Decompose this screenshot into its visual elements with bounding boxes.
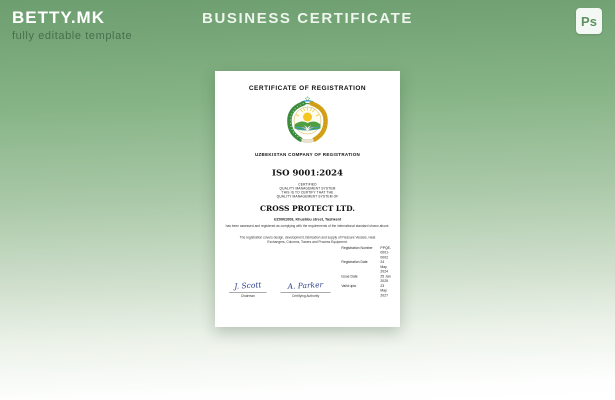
cert-line: QUALITY MANAGEMENT SYSTEM OF [276, 195, 339, 199]
uzbekistan-coat-of-arms-icon [282, 96, 334, 144]
company-address: UZ0001009, Khushbu street, Tashkent [273, 217, 342, 222]
valid-upto-value: 23 May 2027 [380, 284, 388, 298]
betty-mk-logo: BETTY.MK [12, 8, 105, 27]
authority-signature-block [276, 281, 336, 298]
registration-number-value: PPQE-0001-0002 [380, 246, 391, 260]
photoshop-icon: Ps [576, 8, 602, 34]
chairman-title: Chairman [240, 294, 255, 298]
authority-title: Certifying Authority [291, 294, 320, 298]
registration-scope: The registration covers design, development, fabrication and supply of Pressure Vessels, Heat Exchangers, Columns, Towers and Process Equipment. [239, 236, 376, 244]
valid-upto-label: Valid upto [341, 284, 357, 288]
issue-date-value: 25 Jan 2025 [380, 274, 391, 283]
cert-line: QUALITY MANAGEMENT SYSTEM [279, 187, 336, 191]
table-row [341, 246, 391, 260]
cert-line: CERTIFIED [298, 183, 317, 187]
cert-line: THIS IS TO CERTIFY THAT THE [281, 191, 334, 195]
table-row [341, 260, 391, 274]
signature-line [281, 293, 331, 294]
table-row [341, 274, 391, 284]
signature-section [215, 246, 400, 298]
issue-date-label: Issue Date [341, 274, 358, 279]
table-row [341, 284, 391, 298]
certificate-heading: CERTIFICATE OF REGISTRATION [248, 84, 367, 92]
signature-line [229, 293, 267, 294]
certificate-document [215, 71, 400, 327]
company-name: CROSS PROTECT LTD. [260, 204, 355, 213]
issuing-organization: UZBEKISTAN COMPANY OF REGISTRATION [254, 152, 361, 157]
page-title: BUSINESS CERTIFICATE [202, 10, 413, 27]
registration-date-value: 24 May 2024 [380, 260, 388, 274]
chairman-signature: J. Scott [234, 280, 262, 291]
registration-number-label: Registration Number [341, 246, 373, 250]
chairman-signature-block [224, 281, 272, 298]
assessment-statement: has been assessed and registered as complying with the requirements of the international standard shown above. [225, 224, 390, 228]
logo-tagline: fully editable template [12, 30, 133, 42]
registration-date-label: Registration Date [341, 260, 368, 264]
certification-statement-lines [215, 183, 400, 199]
registration-details-table [341, 246, 391, 298]
authority-signature: A. Parker [287, 280, 324, 291]
iso-standard: ISO 9001:2024 [272, 168, 343, 178]
